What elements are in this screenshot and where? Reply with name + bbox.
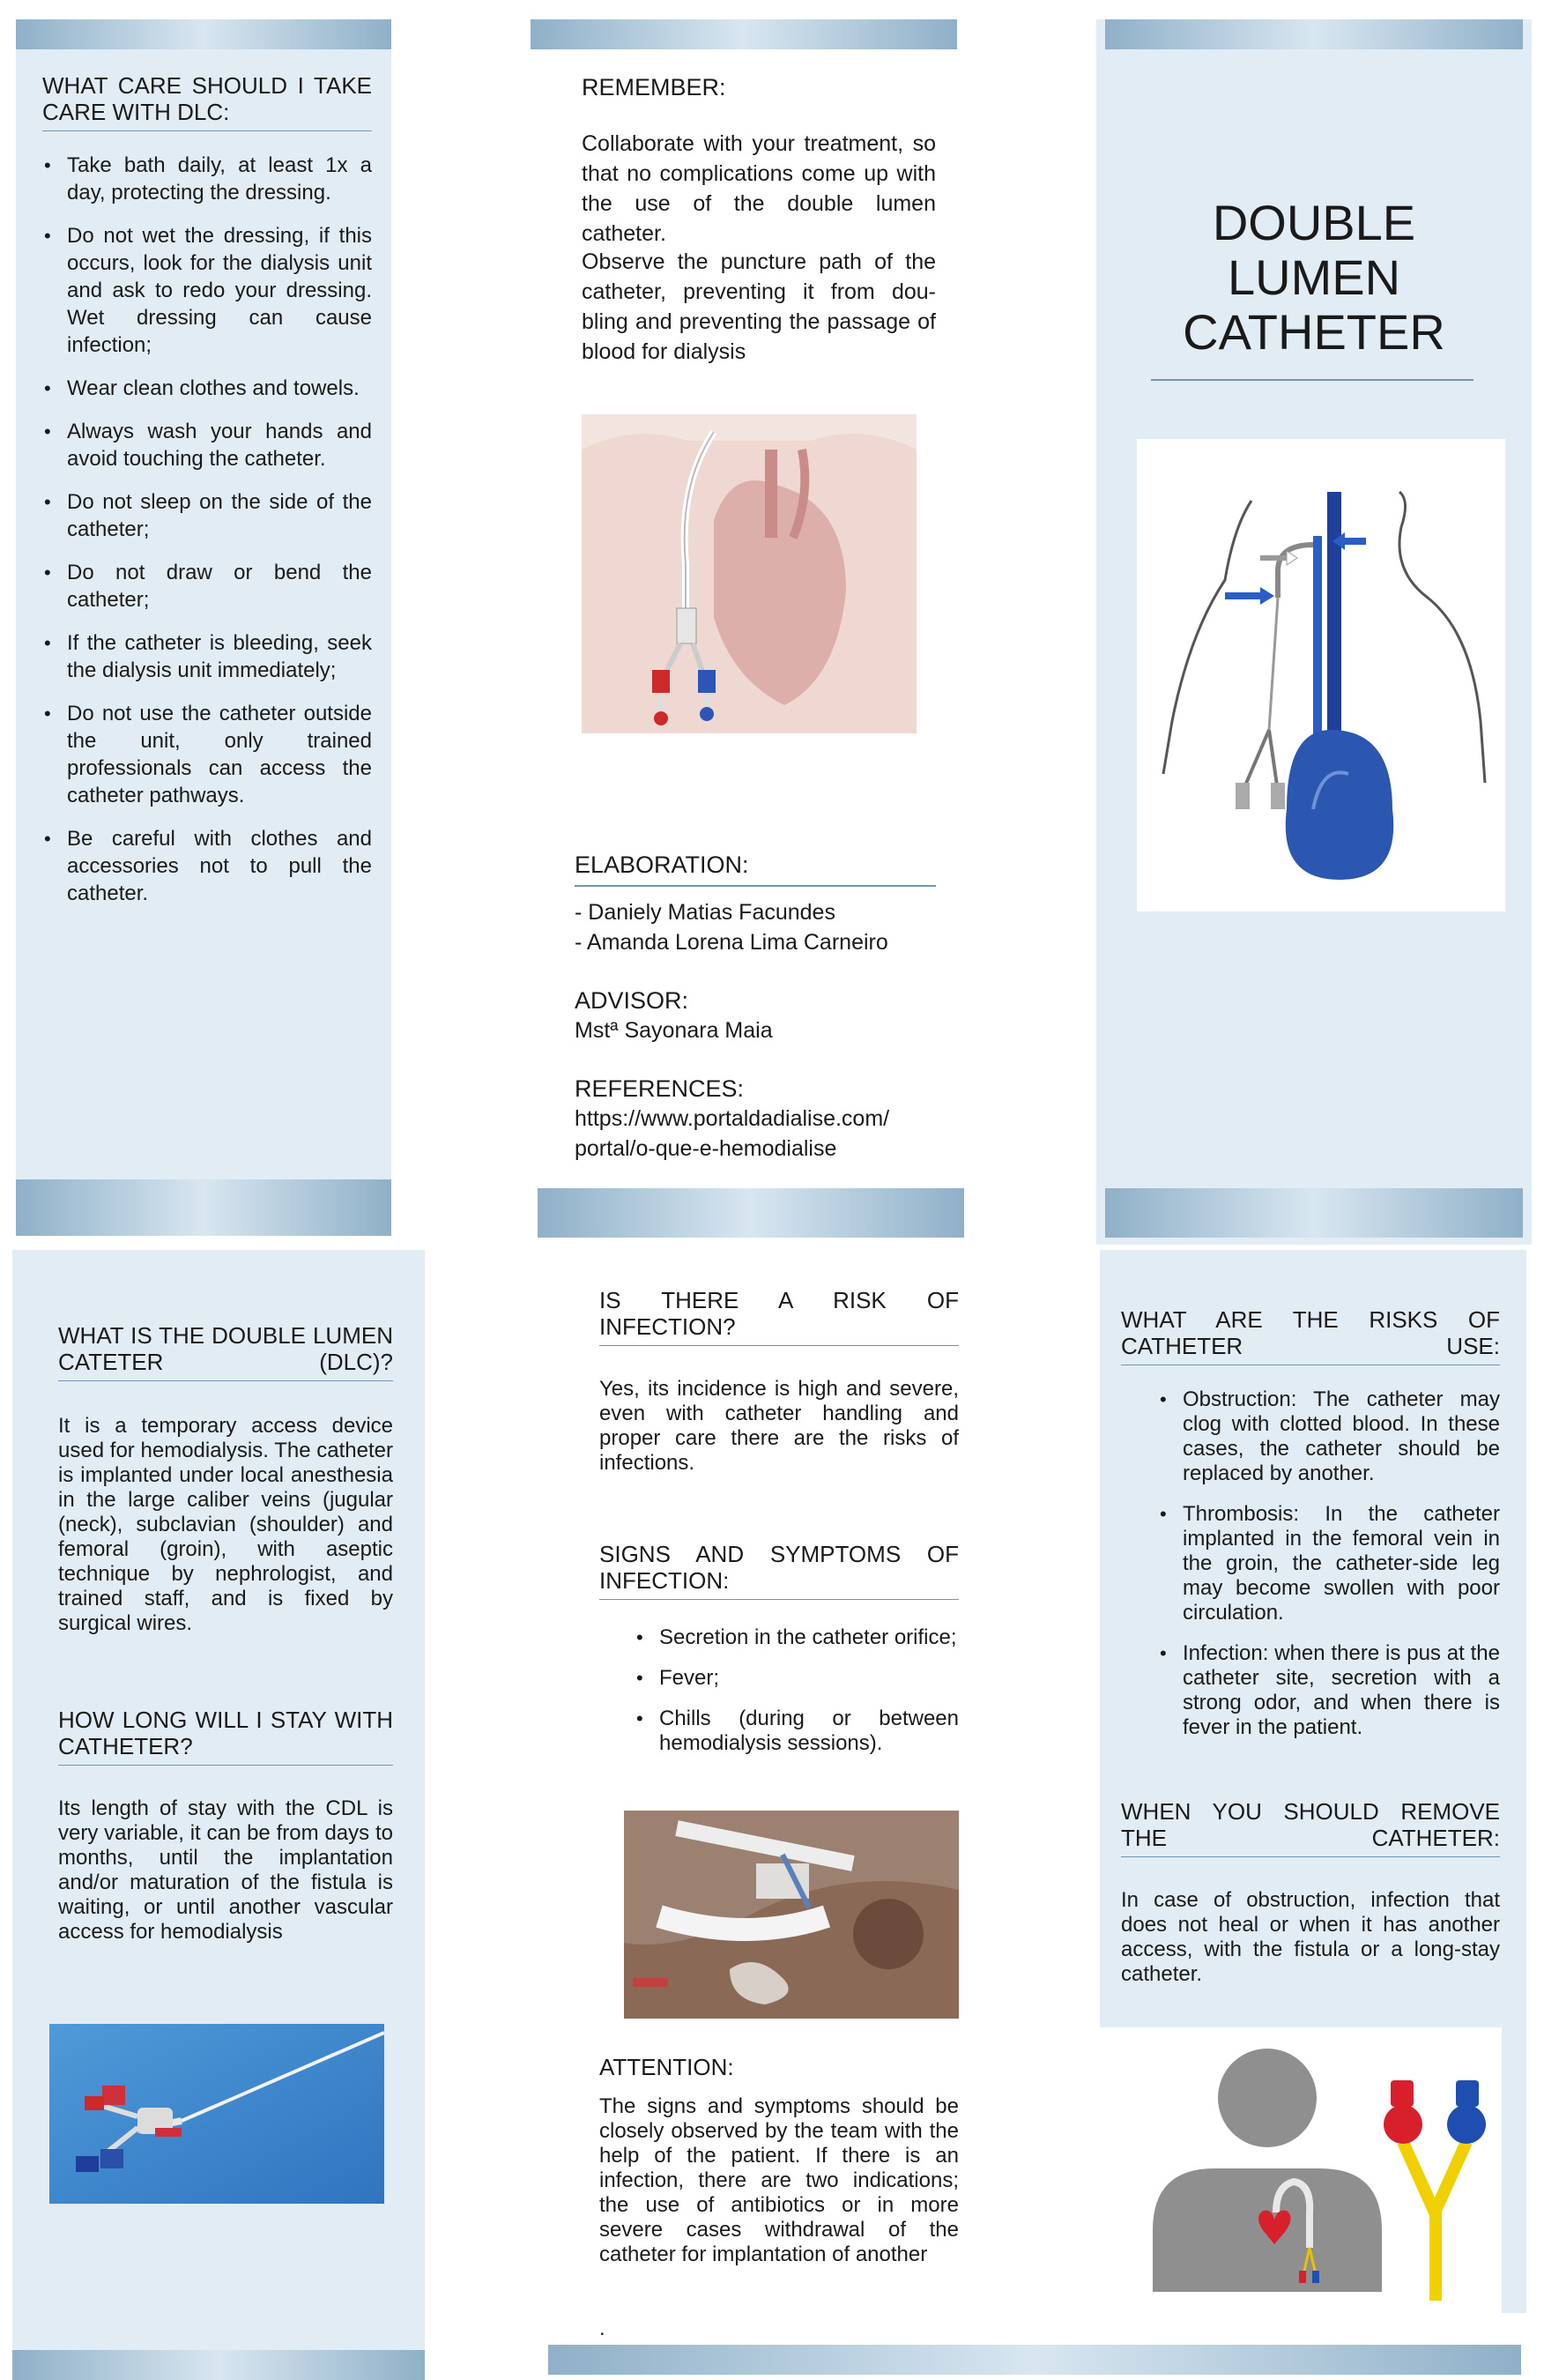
catheter-device-photo [49,2024,384,2204]
list-item: • Take bath daily, at least 1x a day, protecting the dressing. [67,152,372,206]
how-long-text: Its length of stay with the CDL is very variable, it can be from days to months, until the implantation and/or maturation of the fistula is waiting, or until another vascular access for hemodialysis [58,1796,393,1944]
list-item: • Do not wet the dressing, if this occurs, look for the dialysis unit and ask to redo your dressing. Wet dressing can cause infection; [67,222,372,359]
list-item: • Chills (during or between hemodialysis sessions). [659,1707,959,1756]
cover-title-line: DOUBLE [1212,195,1416,250]
signs-heading: SIGNS AND SYMPTOMS OF INFECTION: [599,1541,959,1600]
how-long-heading: HOW LONG WILL I STAY WITH CATHETER? [58,1707,393,1766]
remove-text: In case of obstruction, infection that does not heal or when it has another access, with the fistula or a long-stay catheter. [1121,1888,1500,1986]
infection-risk-text: Yes, its incidence is high and severe, even with catheter handling and proper care there are the risks of infections. [599,1377,959,1475]
what-is-panel [12,1250,425,2369]
list-item: • Do not use the catheter outside the unit, only trained professionals can access the catheter pathways. [67,700,372,809]
care-heading: WHAT CARE SHOULD I TAKE CARE WITH DLC: [42,72,372,131]
panel-footer-bar [548,2345,1521,2375]
list-item: • Fever; [659,1666,959,1691]
remember-text: Collaborate with your treatment, so that no complications come up with the use of the double lumen catheter. [582,131,936,246]
catheter-device-image [49,2024,384,2204]
elaboration-rule [575,885,936,887]
care-panel [16,19,391,1236]
infection-photo [624,1811,959,2019]
what-is-text: It is a temporary access device used for hemodialysis. The catheter is implanted under local anesthesia in the large caliber veins (jugular (neck), subclavian (shoulder) and femoral (groin), with aseptic technique by nephrologist, and trained staff, and is fixed by surgical wires. [58,1414,393,1635]
attention-heading: ATTENTION: [599,2054,734,2080]
cover-panel [1096,19,1532,1245]
attention-trailing: . [599,2317,605,2340]
attention-text: The signs and symptoms should be closely observed by the team with the help of the patient. If there is an infection, there are two indications; the use of antibiotics or in more severe cases withdrawal of the catheter for implantation of another [599,2094,959,2266]
port-catheter-illustration [1100,2027,1502,2313]
panel-header-bar [1105,19,1523,49]
remember-panel [531,19,964,1245]
remember-text-2: Observe the puncture path of the catheter, preventing it from dou-bling and preventing the passage of blood for dialysis [582,249,936,364]
remove-heading: WHEN YOU SHOULD REMOVE THE CATHETER: [1121,1798,1500,1857]
reference-link[interactable]: https://www.portaldadialise.com/ [575,1106,890,1131]
remember-heading: REMEMBER: [582,74,726,100]
list-item: • If the catheter is bleeding, seek the dialysis unit immediately; [67,629,372,684]
what-is-heading: WHAT IS THE DOUBLE LUMEN CATETER (DLC)? [58,1322,393,1381]
elaboration-heading: ELABORATION: [575,852,749,878]
catheter-diagram-image [1137,439,1505,911]
list-item: • Be careful with clothes and accessories not to pull the catheter. [67,825,372,907]
panel-footer-bar [12,2350,425,2380]
references-heading: REFERENCES: [575,1075,745,1102]
risks-panel [1100,1250,1526,2313]
infection-photo-illustration [624,1811,959,2019]
list-item: • Thrombosis: In the catheter implanted in the femoral vein in the groin, the catheter-side leg may become swollen with poor circulation. [1183,1502,1500,1625]
list-item: • Secretion in the catheter orifice; [659,1625,959,1650]
risks-list [1160,1387,1500,1756]
signs-list [636,1625,959,1772]
cover-title-line: CATHETER [1183,304,1445,360]
cover-title-line: LUMEN [1227,249,1401,305]
cover-title [1096,196,1532,360]
catheter-diagram [1137,439,1505,911]
list-item: • Do not draw or bend the catheter; [67,559,372,614]
panel-header-bar [531,19,957,49]
cover-rule [1151,379,1473,381]
panel-header-bar [16,19,391,49]
author-name: - Amanda Lorena Lima Carneiro [575,930,888,955]
panel-footer-bar [538,1188,964,1238]
list-item: • Wear clean clothes and towels. [67,375,372,402]
panel-footer-bar [16,1179,391,1236]
infection-risk-heading: IS THERE A RISK OF INFECTION? [599,1287,959,1346]
port-catheter-image [1100,2027,1502,2313]
reference-link[interactable]: portal/o-que-e-hemodialise [575,1136,837,1161]
panel-footer-bar [1105,1188,1523,1238]
list-item: • Do not sleep on the side of the catheter; [67,488,372,543]
infection-panel [548,1250,966,2347]
risks-heading: WHAT ARE THE RISKS OF CATHETER USE: [1121,1306,1500,1365]
care-list [44,152,372,923]
list-item: • Infection: when there is pus at the catheter site, secretion with a strong odor, and when there is fever in the patient. [1183,1641,1500,1740]
advisor-heading: ADVISOR: [575,987,689,1014]
chest-illustration [582,414,917,733]
list-item: • Always wash your hands and avoid touching the catheter. [67,418,372,472]
advisor-name: Mstª Sayonara Maia [575,1018,773,1043]
list-item: • Obstruction: The catheter may clog with clotted blood. In these cases, the catheter should be replaced by another. [1183,1387,1500,1486]
chest-catheter-image [582,414,917,733]
author-name: - Daniely Matias Facundes [575,900,835,925]
